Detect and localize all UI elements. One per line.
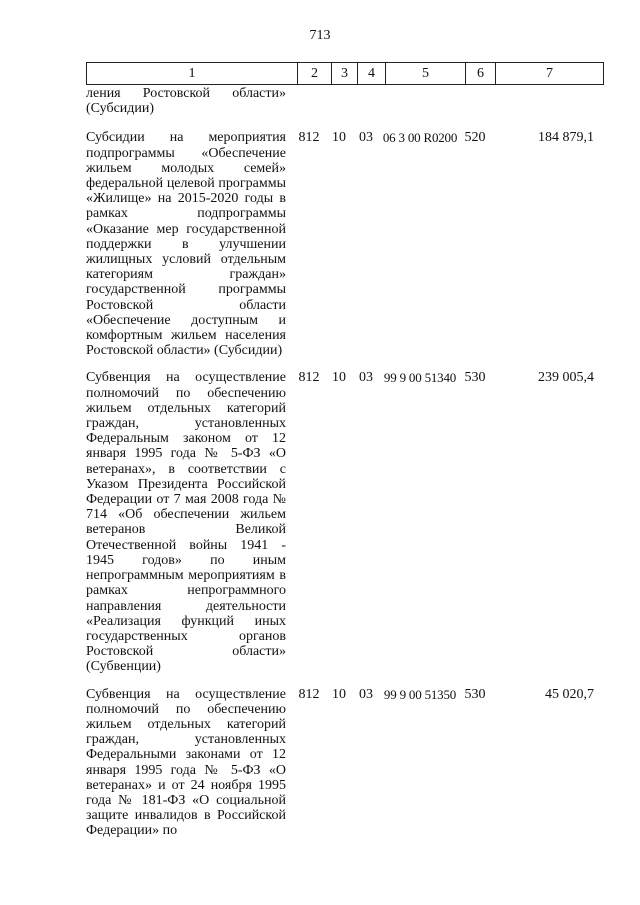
row-amount: 45 020,7 bbox=[545, 686, 594, 702]
table-row bbox=[86, 370, 600, 674]
row-subsection-code: 03 bbox=[359, 686, 373, 702]
row-ministry-code: 812 bbox=[298, 370, 320, 386]
row-expense-type: 530 bbox=[464, 370, 486, 386]
row-expense-type: 530 bbox=[464, 686, 486, 702]
row-target-article: 99 9 00 51340 bbox=[383, 370, 457, 386]
column-header-table bbox=[86, 62, 604, 85]
row-description bbox=[86, 370, 292, 674]
row-subsection-code: 03 bbox=[359, 370, 373, 386]
row-amount: 239 005,4 bbox=[538, 370, 594, 386]
column-header-3: 3 bbox=[332, 63, 358, 85]
column-header-2: 2 bbox=[298, 63, 332, 85]
column-header-1: 1 bbox=[87, 63, 298, 85]
page-number: 713 bbox=[309, 28, 331, 43]
row-ministry-code: 812 bbox=[298, 130, 320, 146]
row-description-text: Субсидии на мероприятия подпрограммы «Обеспечение жильем молодых семей» федеральной целевой программы «Жилище» на 2015-2020 годы в рамках подпрограммы «Оказание мер государственной поддержки в улучшении жилищных условий отдельным категориям граждан» государственной программы Ростовской области «Обеспечение доступным и комфортным жильем населения Ростовской области» (Субсидии) bbox=[86, 130, 286, 359]
row-ministry-code: 812 bbox=[298, 686, 320, 702]
row-description-text: ления Ростовской области» (Субсидии) bbox=[86, 86, 286, 117]
column-header-6: 6 bbox=[466, 63, 496, 85]
row-section-code: 10 bbox=[332, 686, 346, 702]
row-description bbox=[86, 86, 292, 116]
budget-table-body bbox=[86, 86, 600, 839]
column-header-4: 4 bbox=[358, 63, 386, 85]
row-description bbox=[86, 687, 292, 839]
column-header-row bbox=[87, 63, 604, 85]
table-row bbox=[86, 130, 600, 358]
row-target-article: 99 9 00 51350 bbox=[383, 686, 457, 702]
column-header-5: 5 bbox=[386, 63, 466, 85]
row-target-article: 06 3 00 R0200 bbox=[382, 130, 458, 146]
row-description bbox=[86, 130, 292, 358]
row-description-text: Субвенция на осуществление полномочий по обеспечению жильем отдельных категорий граждан, установленных Федеральными законами от 12 января 1995 года № 5-ФЗ «О ветеранах» и от 24 ноября 1995 года № 181-ФЗ «О социальной защите инвалидов в Российской Федерации» по bbox=[86, 686, 286, 839]
row-section-code: 10 bbox=[332, 130, 346, 146]
row-section-code: 10 bbox=[332, 370, 346, 386]
column-header-7: 7 bbox=[496, 63, 604, 85]
table-row bbox=[86, 687, 600, 839]
row-expense-type: 520 bbox=[464, 130, 486, 146]
table-row bbox=[86, 86, 600, 116]
row-amount: 184 879,1 bbox=[538, 130, 594, 146]
row-description-text: Субвенция на осуществление полномочий по обеспечению жильем отдельных категорий граждан, установленных Федеральным законом от 12 января 1995 года № 5-ФЗ «О ветеранах», в соответствии с Указом Президента Российской Федерации от 7 мая 2008 года № 714 «Об обеспечении жильем ветеранов Великой Отечественной войны 1941 - 1945 годов» по иным непрограммным мероприятиям в рамках непрограммного направления деятельности «Реализация функций иных государственных органов Ростовской области» (Субвенции) bbox=[86, 370, 286, 675]
row-subsection-code: 03 bbox=[359, 130, 373, 146]
